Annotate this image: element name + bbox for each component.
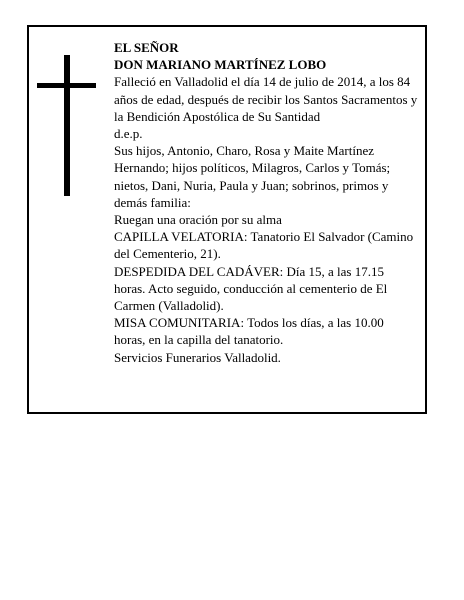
deceased-name: DON MARIANO MARTÍNEZ LOBO	[114, 57, 327, 73]
family-list: Sus hijos, Antonio, Charo, Rosa y Maite Martínez Hernando; hijos políticos, Milagros, Carlos y Tomás; nietos, Dani, Nuria, Paula y Juan; sobrinos, primos y demás familia:	[114, 143, 391, 210]
obituary-text	[114, 39, 418, 366]
community-mass-info: MISA COMUNITARIA: Todos los días, a las 10.00 horas, en la capilla del tanatorio.	[114, 315, 384, 348]
farewell-info: DESPEDIDA DEL CADÁVER: Día 15, a las 17.15 horas. Acto seguido, conducción al cementerio de El Carmen (Valladolid).	[114, 263, 388, 314]
heading-title: EL SEÑOR	[114, 40, 179, 55]
cross-vertical-bar	[64, 55, 70, 196]
wake-chapel-info: CAPILLA VELATORIA: Tanatorio El Salvador (Camino del Cementerio, 21).	[114, 229, 414, 262]
funeral-services: Servicios Funerarios Valladolid.	[114, 349, 281, 365]
rip-abbreviation: d.e.p.	[114, 126, 143, 142]
death-statement: Falleció en Valladolid el día 14 de julio de 2014, a los 84 años de edad, después de recibir los Santos Sacramentos y la Bendición Apostólica de Su Santidad	[114, 74, 418, 124]
prayer-request: Ruegan una oración por su alma	[114, 212, 282, 228]
cross-horizontal-bar	[37, 83, 96, 88]
